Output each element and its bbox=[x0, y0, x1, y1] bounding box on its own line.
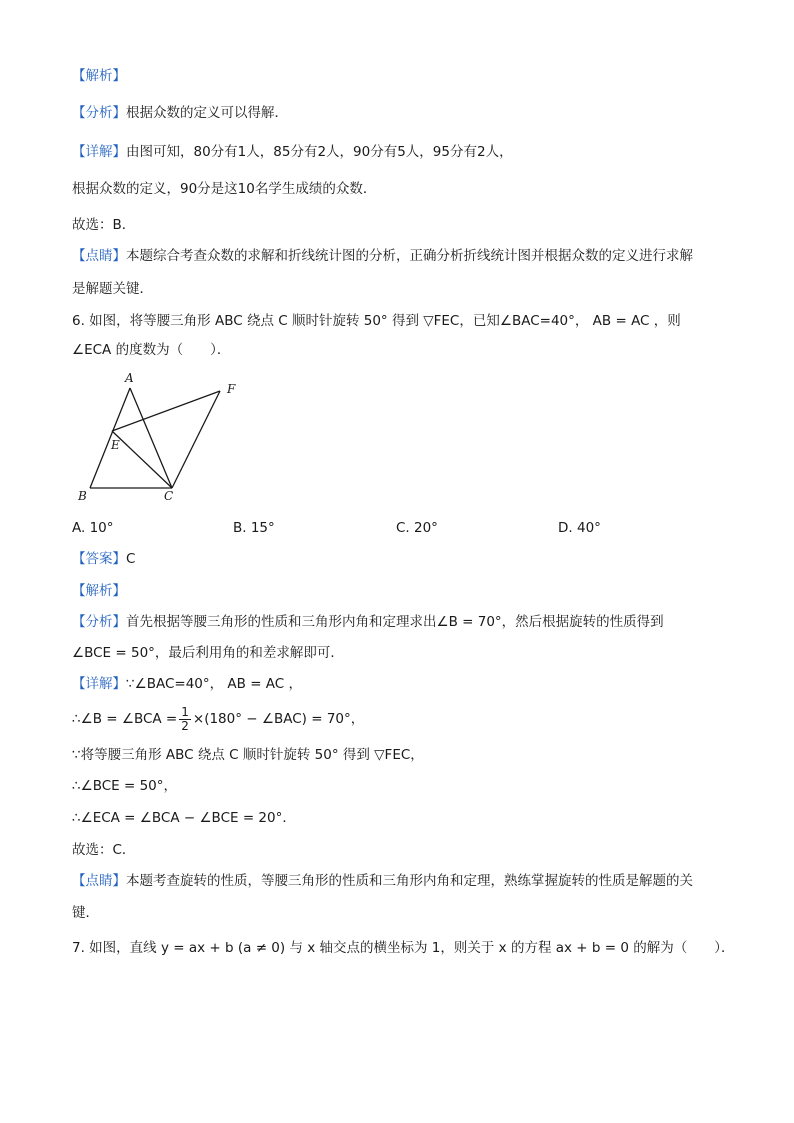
detail-text-2: 根据众数的定义，90分是这10名学生成绩的众数． bbox=[72, 181, 377, 197]
q6-detail-line-1 bbox=[72, 674, 302, 694]
q6-step-2-right: ×(180° − ∠BAC) = 70°， bbox=[192, 711, 365, 727]
label-b: B bbox=[78, 489, 87, 503]
comment-tag: 【点睛】 bbox=[72, 248, 126, 264]
label-f: F bbox=[227, 382, 236, 396]
q6-option-d: D. 40° bbox=[558, 520, 601, 536]
q6-answer-tag: 【答案】 bbox=[72, 551, 126, 567]
q6-comment-line-1 bbox=[72, 871, 693, 891]
q6-detail-text-1: ∵∠BAC=40°， AB = AC ， bbox=[126, 676, 303, 692]
q6-analysis-text-2: ∠BCE = 50°，最后利用角的和差求解即可． bbox=[72, 645, 344, 661]
label-c: C bbox=[164, 489, 174, 503]
q6-step-5: ∴∠ECA = ∠BCA − ∠BCE = 20°． bbox=[72, 810, 296, 826]
q6-step-2 bbox=[72, 702, 364, 736]
detail-line-1 bbox=[72, 142, 513, 162]
label-e: E bbox=[111, 438, 120, 452]
label-a: A bbox=[125, 371, 134, 385]
comment-line-1 bbox=[72, 246, 693, 266]
q6-step-4: ∴∠BCE = 50°， bbox=[72, 778, 177, 794]
segment-ec bbox=[112, 431, 172, 488]
q6-step-2-left: ∴∠B = ∠BCA = bbox=[72, 711, 178, 727]
q6-figure bbox=[72, 364, 252, 510]
q6-stem-line-2: ∠ECA 的度数为（ ）． bbox=[72, 342, 231, 358]
comment-text-2: 是解题关键． bbox=[72, 281, 153, 297]
q6-answer: C bbox=[126, 551, 136, 567]
q6-step-3: ∵将等腰三角形 ABC 绕点 C 顺时针旋转 50° 得到 ▽FEC， bbox=[72, 747, 424, 763]
analysis-tag: 【分析】 bbox=[72, 105, 126, 121]
choice-line: 故选：B． bbox=[72, 217, 136, 233]
detail-text-1: 由图可知，80分有1人，85分有2人，90分有5人，95分有2人， bbox=[126, 144, 513, 160]
q6-comment-text-1: 本题考查旋转的性质，等腰三角形的性质和三角形内角和定理，熟练掌握旋转的性质是解题的关 bbox=[126, 873, 693, 889]
q6-answer-line bbox=[72, 549, 135, 569]
q6-analysis-text-1: 首先根据等腰三角形的性质和三角形内角和定理求出∠B = 70°，然后根据旋转的性质得到 bbox=[126, 614, 664, 630]
segment-ab bbox=[90, 388, 130, 488]
q6-analysis-line-1 bbox=[72, 612, 664, 632]
q6-option-c: C. 20° bbox=[396, 520, 438, 536]
q6-choice-line: 故选：C． bbox=[72, 842, 136, 858]
detail-tag: 【详解】 bbox=[72, 144, 126, 160]
analysis-text: 根据众数的定义可以得解． bbox=[126, 105, 288, 121]
q6-detail-tag: 【详解】 bbox=[72, 676, 126, 692]
q6-option-a: A. 10° bbox=[72, 520, 114, 536]
comment-text-1: 本题综合考查众数的求解和折线统计图的分析，正确分析折线统计图并根据众数的定义进行求解 bbox=[126, 248, 693, 264]
fraction-numerator: 1 bbox=[181, 704, 189, 719]
section-jiexi-label: 【解析】 bbox=[72, 68, 126, 84]
fraction-half bbox=[179, 706, 191, 733]
q6-option-b: B. 15° bbox=[233, 520, 275, 536]
q6-comment-tag: 【点睛】 bbox=[72, 873, 126, 889]
analysis-line bbox=[72, 103, 288, 123]
q6-comment-text-2: 键． bbox=[72, 905, 99, 921]
segment-ac bbox=[130, 388, 172, 488]
q6-analysis-tag: 【分析】 bbox=[72, 614, 126, 630]
q6-jiexi-label: 【解析】 bbox=[72, 583, 126, 599]
q6-stem-line-1: 6. 如图，将等腰三角形 ABC 绕点 C 顺时针旋转 50° 得到 ▽FEC，已知∠BAC=40°， AB = AC ，则 bbox=[72, 313, 681, 329]
q7-stem: 7. 如图，直线 y = ax + b (a ≠ 0) 与 x 轴交点的横坐标为 1，则关于 x 的方程 ax + b = 0 的解为（ ）． bbox=[72, 940, 735, 956]
fraction-denominator: 2 bbox=[181, 718, 189, 733]
